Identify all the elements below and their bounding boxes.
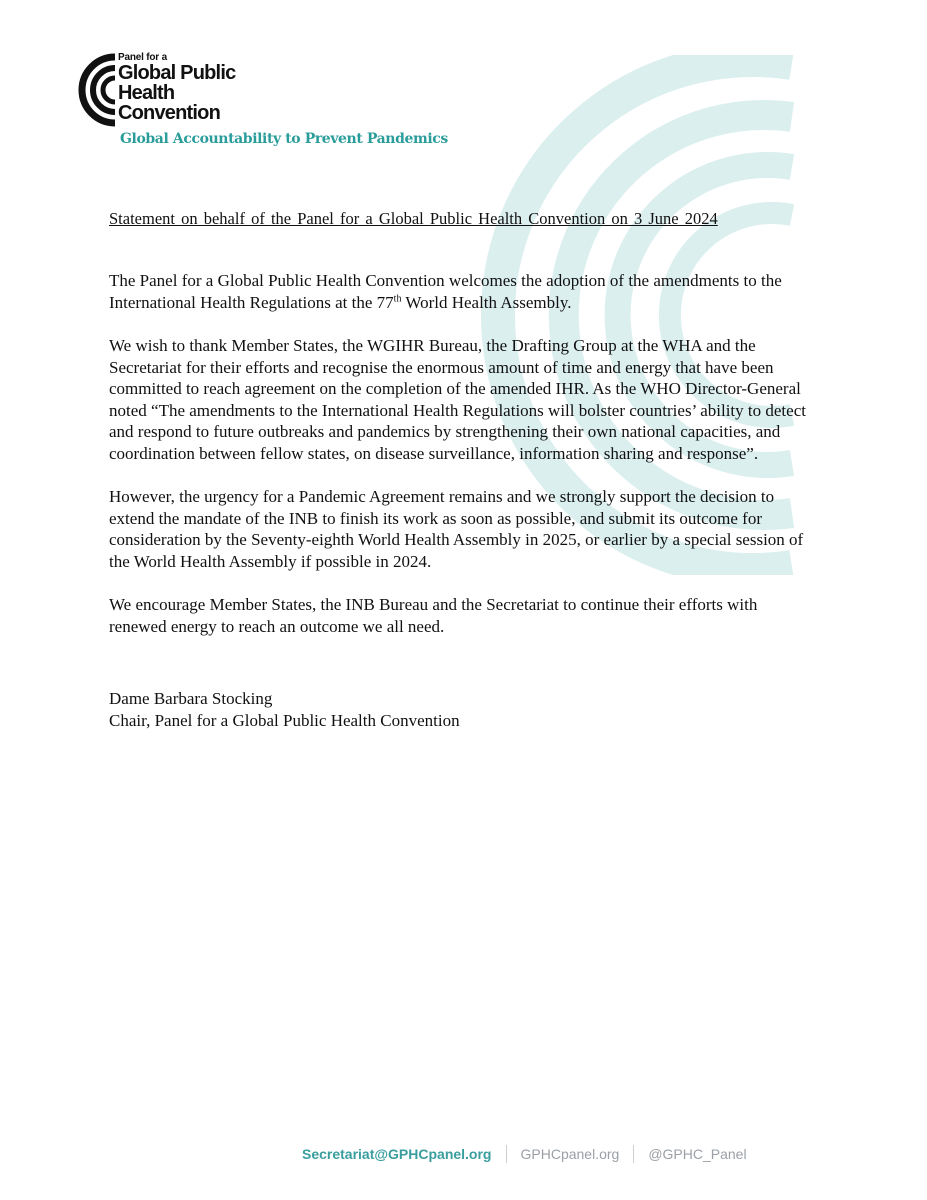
paragraph-4: We encourage Member States, the INB Bureau and the Secretariat to continue their efforts with renewed energy to reach an outcome we all need. xyxy=(109,595,758,636)
concentric-arcs-icon xyxy=(70,50,122,130)
statement-heading: Statement on behalf of the Panel for a Global Public Health Convention on 3 June 2024 xyxy=(109,209,718,228)
paragraph-1 xyxy=(109,270,819,313)
paragraph-1-text: The Panel for a Global Public Health Convention welcomes the adoption of the amendments to the International Health Regulations at the 77 xyxy=(109,271,782,312)
footer-divider xyxy=(633,1145,634,1163)
footer-website-link[interactable]: GPHCpanel.org xyxy=(520,1146,620,1162)
paragraph-1-end: World Health Assembly. xyxy=(401,292,572,312)
footer-contacts xyxy=(302,1145,747,1163)
logo-line-2: Health xyxy=(118,82,175,104)
ordinal-suffix: th xyxy=(393,292,402,304)
footer-divider xyxy=(506,1145,507,1163)
paragraph-3: However, the urgency for a Pandemic Agreement remains and we strongly support the decision to extend the mandate of the INB to finish its work as soon as possible, and submit its outcome for consideration by the Seventy-eighth World Health Assembly in 2025, or earlier by a special session of the World Health Assembly if possible in 2024. xyxy=(109,487,804,571)
signatory-title: Chair, Panel for a Global Public Health Convention xyxy=(109,711,460,730)
logo-small-line: Panel for a xyxy=(118,52,167,63)
footer-email-link[interactable]: Secretariat@GPHCpanel.org xyxy=(302,1146,492,1162)
logo-wordmark xyxy=(118,52,378,123)
logo-line-3: Convention xyxy=(118,102,220,124)
logo-line-1: Global Public xyxy=(118,62,236,84)
logo-tagline: Global Accountability to Prevent Pandemics xyxy=(120,131,448,147)
footer-social-handle-link[interactable]: @GPHC_Panel xyxy=(648,1146,747,1162)
statement-body xyxy=(109,270,819,659)
paragraph-2: We wish to thank Member States, the WGIHR Bureau, the Drafting Group at the WHA and the Secretariat for their efforts and recognise the enormous amount of time and energy that have been committed to reach agreement on the completion of the amended IHR. As the WHO Director-General noted “The amendments to the International Health Regulations will bolster countries’ ability to detect and respond to future outbreaks and pandemics by strengthening their own national capacities, and coordination between fellow states, on disease surveillance, information sharing and response”. xyxy=(109,336,806,463)
signature-block xyxy=(109,688,460,732)
signatory-name: Dame Barbara Stocking xyxy=(109,689,273,708)
